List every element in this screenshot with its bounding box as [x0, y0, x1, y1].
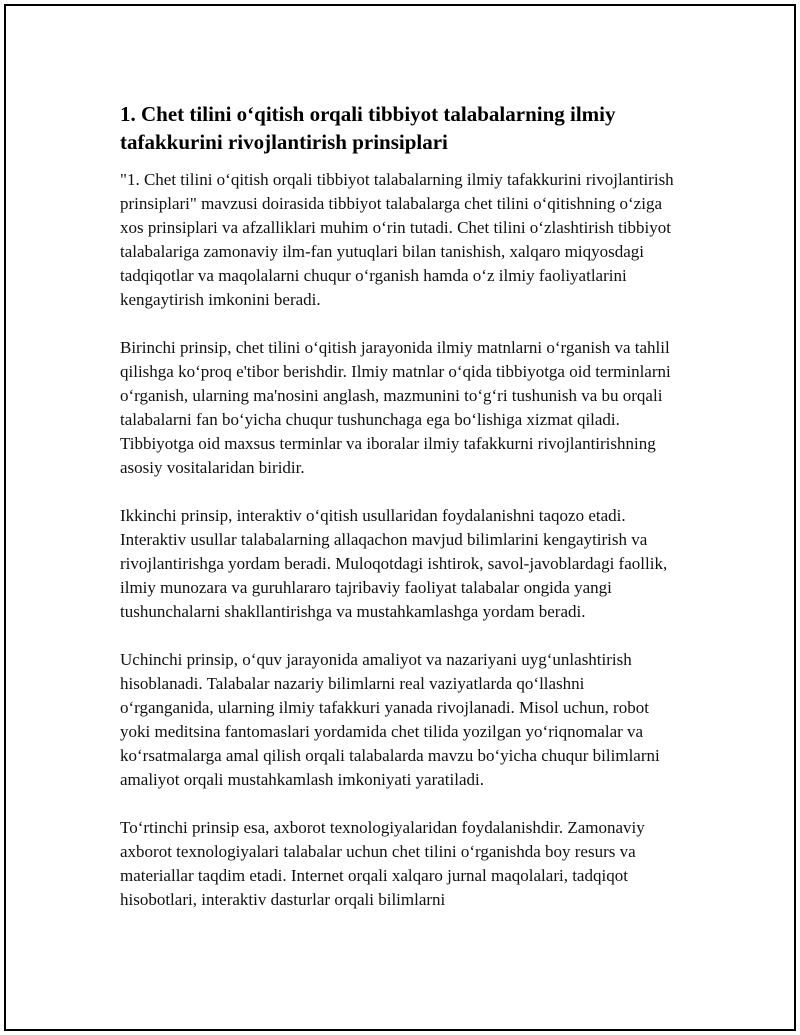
document-title: 1. Chet tilini o‘qitish orqali tibbiyot talabalarning ilmiy tafakkurini rivojlantirish prinsiplari — [120, 102, 616, 154]
document-page — [4, 4, 796, 1031]
document-body — [120, 100, 680, 936]
paragraph-second-principle: Ikkinchi prinsip, interaktiv o‘qitish usullaridan foydalanishni taqozo etadi. Interaktiv usullar talabalarning allaqachon mavjud bilimlarini kengaytirish va rivojlantirishga yordam beradi. Muloqotdagi ishtirok, savol-javoblardagi faollik, ilmiy munozara va guruhlararo tajribaviy faoliyat talabalar ongida yangi tushunchalarni shakllantirishga va mustahkamlashga yordam beradi. — [120, 506, 668, 621]
paragraph-first-principle: Birinchi prinsip, chet tilini o‘qitish jarayonida ilmiy matnlarni o‘rganish va tahlil qilishga ko‘proq e'tibor berishdir. Ilmiy matnlar o‘qida tibbiyotga oid terminlarni o‘rganish, ularning ma'nosini anglash, mazmunini to‘g‘ri tushunish va bu orqali talabalarni fan bo‘yicha chuqur tushunchaga ega bo‘lishiga xizmat qiladi. Tibbiyotga oid maxsus terminlar va iboralar ilmiy tafakkurni rivojlantirishning asosiy vositalaridan biridir. — [120, 338, 671, 477]
paragraph-intro: "1. Chet tilini o‘qitish orqali tibbiyot talabalarning ilmiy tafakkurini rivojlantirish prinsiplari" mavzusi doirasida tibbiyot talabalarga chet tilini o‘qitishning o‘ziga xos prinsiplari va afzalliklari muhim o‘rin tutadi. Chet tilini o‘zlashtirish tibbiyot talabalariga zamonaviy ilm-fan yutuqlari bilan tanishish, xalqaro miqyosdagi tadqiqotlar va maqolalarni chuqur o‘rganish hamda o‘z ilmiy faoliyatlarini kengaytirish imkonini beradi. — [120, 170, 674, 309]
paragraph-third-principle: Uchinchi prinsip, o‘quv jarayonida amaliyot va nazariyani uyg‘unlashtirish hisoblanadi. Talabalar nazariy bilimlarni real vaziyatlarda qo‘llashni o‘rganganida, ularning ilmiy tafakkuri yanada rivojlanadi. Misol uchun, robot yoki meditsina fantomaslari yordamida chet tilida yozilgan yo‘riqnomalar va ko‘rsatmalarga amal qilish orqali talabalarda mavzu bo‘yicha chuqur bilimlarni amaliyot orqali mustahkamlash imkoniyati yaratiladi. — [120, 650, 660, 789]
paragraph-fourth-principle: To‘rtinchi prinsip esa, axborot texnologiyalaridan foydalanishdir. Zamonaviy axborot texnologiyalari talabalar uchun chet tilini o‘rganishda boy resurs va materiallar taqdim etadi. Internet orqali xalqaro jurnal maqolalari, tadqiqot hisobotlari, interaktiv dasturlar orqali bilimlarni — [120, 818, 645, 909]
